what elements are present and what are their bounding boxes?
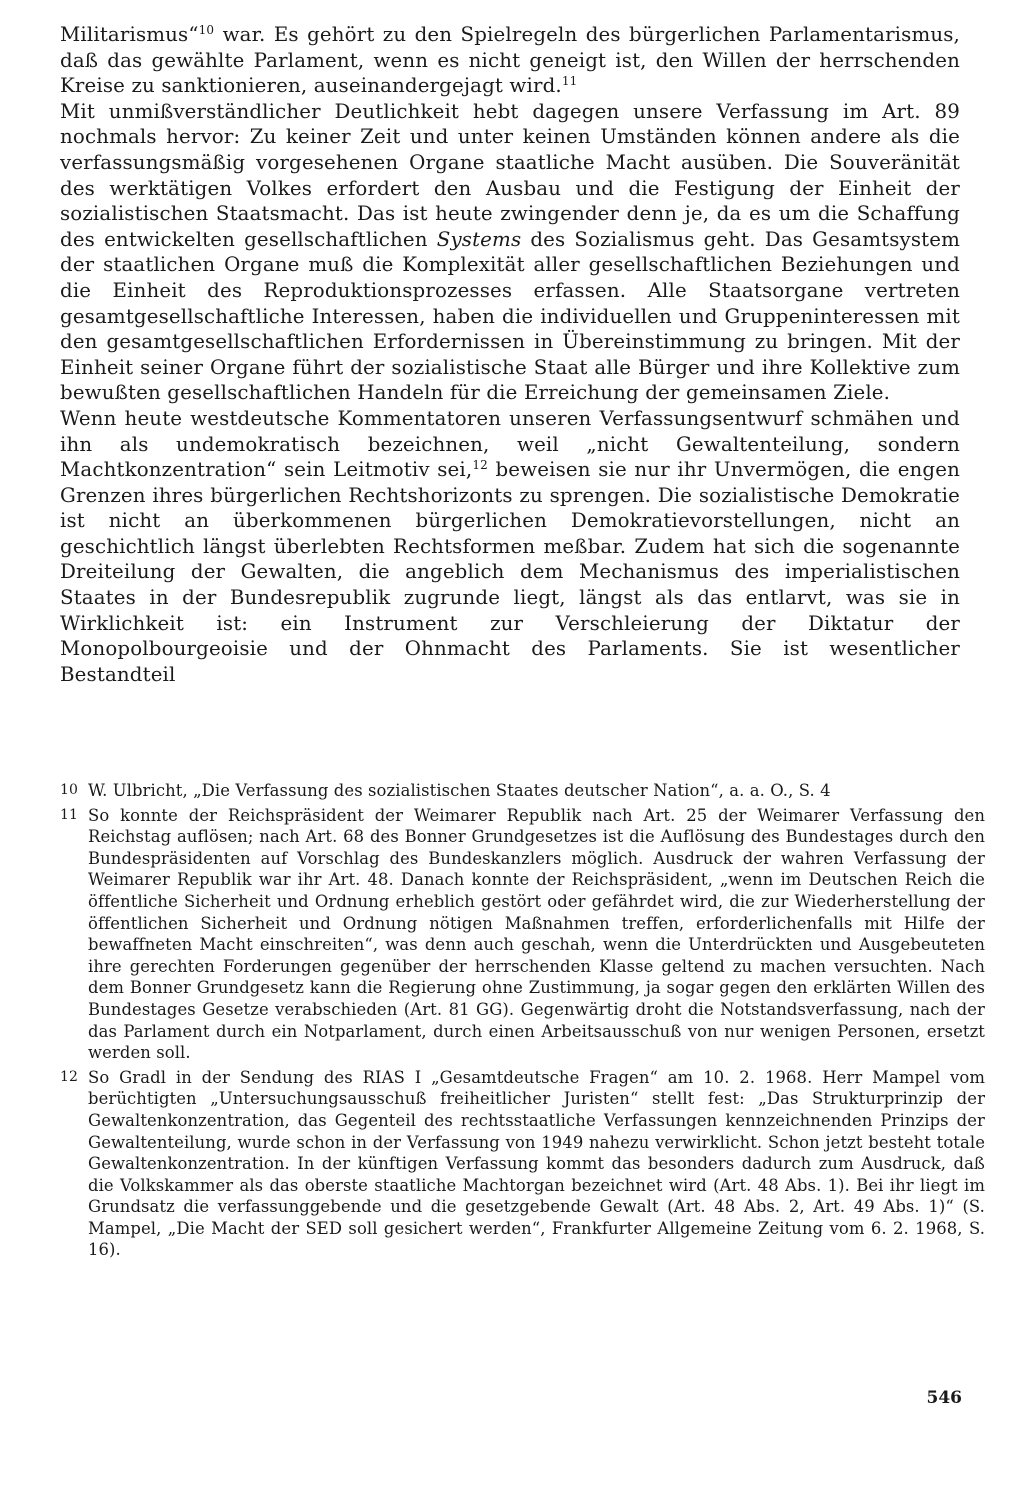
footnote-11 (60, 805, 985, 1064)
footnote-text: So Gradl in der Sendung des RIAS I „Gesamtdeutsche Fragen“ am 10. 2. 1968. Herr Mampel vom berüchtigten „Untersuchungsausschuß freiheitlicher Juristen“ stellt fest: „Das Strukturprinzip der Gewaltenkonzentration, das Gegenteil des rechtsstaatliche Verfassungen kennzeichnenden Prinzips der Gewaltenteilung, wurde schon in der Verfassung von 1949 nahezu verwirklicht. Schon jetzt besteht totale Gewaltenkonzentration. In der künftigen Verfassung kommt das besonders dadurch zum Ausdruck, daß die Volkskammer als das oberste staatliche Machtorgan bezeichnet wird (Art. 48 Abs. 1). Bei ihr liegt im Grundsatz die verfassunggebende und die gesetzgebende Gewalt (Art. 48 Abs. 2, Art. 49 Abs. 1)“ (S. Mampel, „Die Macht der SED soll gesichert werden“, Frankfurter Allgemeine Zeitung vom 6. 2. 1968, S. 16). (88, 1067, 985, 1260)
footnote-12 (60, 1067, 985, 1261)
paragraph-1-text-a: Militarismus“ (60, 23, 199, 46)
paragraph-2 (60, 99, 960, 406)
footnote-ref-11[interactable]: 11 (561, 74, 578, 89)
paragraph-2-emphasis: Systems (436, 227, 522, 251)
paragraph-2-text-b: des Sozialismus geht. Das Gesamtsystem der staatlichen Organe muß die Komplexität aller gesellschaftlichen Beziehungen und die Einheit des Reproduktionsprozesses erfassen. Alle Staatsorgane vertreten gesamtgesellschaftliche Interessen, haben die individuellen und Gruppeninteressen mit den gesamtgesellschaftlichen Erfordernissen in Übereinstimmung zu bringen. Mit der Einheit seiner Organe führt der sozialistische Staat alle Bürger und ihre Kollektive zum bewußten gesellschaftlichen Handeln für die Erreichung der gemeinsamen Ziele. (60, 227, 961, 405)
footnote-number: 11 (60, 806, 79, 823)
footnote-10 (60, 780, 985, 802)
footnote-number: 12 (60, 1068, 79, 1085)
footnotes (60, 780, 985, 1264)
footnote-text: W. Ulbricht, „Die Verfassung des sozialistischen Staates deutscher Nation“, a. a. O., S. 4 (88, 781, 831, 800)
footnote-text: So konnte der Reichspräsident der Weimarer Republik nach Art. 25 der Weimarer Verfassung den Reichstag auflösen; nach Art. 68 des Bonner Grundgesetzes ist die Auflösung des Bundestages durch den Bundespräsidenten auf Vorschlag des Bundeskanzlers möglich. Ausdruck der wahren Verfassung der Weimarer Republik war ihr Art. 48. Danach konnte der Reichspräsident, „wenn im Deutschen Reich die öffentliche Sicherheit und Ordnung erheblich gestört oder gefährdet wird, die zur Wiederherstellung der öffentlichen Sicherheit und Ordnung nötigen Maßnahmen treffen, erforderlichenfalls mit Hilfe der bewaffneten Macht einschreiten“, was denn auch geschah, wenn die Unterdrückten und Ausgebeuteten ihre gerechten Forderungen gegenüber der herrschenden Klasse geltend zu machen versuchten. Nach dem Bonner Grundgesetz kann die Regierung ohne Zustimmung, ja sogar gegen den erklärten Willen des Bundestages Gesetze verabschieden (Art. 81 GG). Gegenwärtig droht die Notstandsverfassung, nach der das Parlament durch ein Notparlament, durch einen Arbeitsausschuß von nur wenigen Personen, ersetzt werden soll. (88, 805, 985, 1063)
paragraph-1-text-b: war. Es gehört zu den Spielregeln des bürgerlichen Parlamentarismus, daß das gewählte Parlament, wenn es nicht geneigt ist, den Willen der herrschenden Kreise zu sanktionieren, auseinandergejagt wird. (60, 23, 960, 98)
page-number: 546 (926, 1388, 962, 1408)
paragraph-3-text-a: Wenn heute westdeutsche Kommentatoren unseren Verfassungsentwurf schmähen und ihn als undemokratisch bezeichnen, weil „nicht Gewaltenteilung, sondern Machtkonzentration“ sein Leitmotiv sei, (60, 406, 960, 482)
footnote-number: 10 (60, 782, 79, 798)
paragraph-1 (60, 22, 960, 99)
footnote-ref-10[interactable]: 10 (198, 23, 215, 37)
main-text (60, 22, 960, 687)
footnote-ref-12[interactable]: 12 (472, 458, 488, 473)
paragraph-3-text-b: beweisen sie nur ihr Unvermögen, die engen Grenzen ihres bürgerlichen Rechtshorizonts zu sprengen. Die sozialistische Demokratie ist nicht an überkommenen bürgerlichen Demokratievorstellungen, nicht an geschichtlich längst überlebten Rechtsformen meßbar. Zudem hat sich die sogenannte Dreiteilung der Gewalten, die angeblich dem Mechanismus des imperialistischen Staates in der Bundesrepublik zugrunde liegt, längst als das entlarvt, was sie in Wirklichkeit ist: ein Instrument zur Verschleierung der Diktatur der Monopolbourgeoisie und der Ohnmacht des Parlaments. Sie ist wesentlicher Bestandteil (60, 458, 960, 686)
paragraph-3 (60, 406, 960, 688)
paragraph-2-text-a: Mit unmißverständlicher Deutlichkeit hebt dagegen unsere Verfassung im Art. 89 nochmals hervor: Zu keiner Zeit und unter keinen Umständen können andere als die verfassungsmäßig vorgesehenen Organe staatliche Macht ausüben. Die Souveränität des werktätigen Volkes erfordert den Ausbau und die Festigung der Einheit der sozialistischen Staatsmacht. Das ist heute zwingender denn je, da es um die Schaffung des entwickelten gesellschaftlichen (60, 99, 960, 251)
